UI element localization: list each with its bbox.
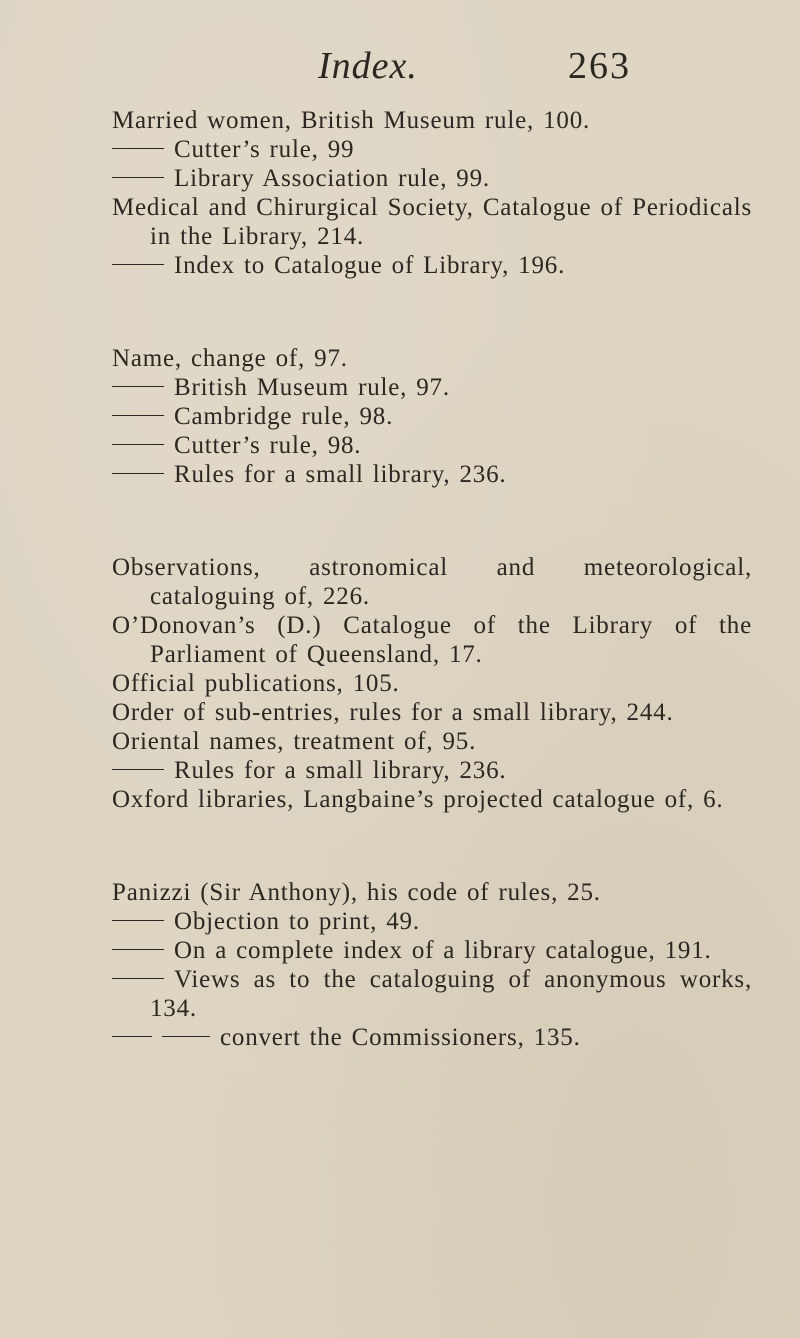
ditto-dash: [112, 264, 164, 265]
index-entry-text: Name, change of, 97.: [112, 345, 348, 372]
index-entry: [112, 431, 752, 460]
index-entry: [112, 460, 752, 489]
index-entry: [112, 402, 752, 431]
ditto-dash: [112, 177, 164, 178]
index-entry-text: convert the Commissioners, 135.: [220, 1024, 581, 1051]
index-entry: [112, 756, 752, 785]
index-letter-block: [112, 344, 752, 489]
index-entry: [112, 907, 752, 936]
index-entry: [112, 1023, 752, 1052]
index-entry-text: Medical and Chirurgical Society, Catalogue of Periodicals in the Library, 214.: [112, 194, 752, 250]
index-entry: [112, 936, 752, 965]
index-entry: [112, 727, 752, 756]
index-entry-text: British Museum rule, 97.: [174, 374, 450, 401]
index-entry-text: On a complete index of a library catalogue, 191.: [174, 937, 712, 964]
ditto-dash: [112, 444, 164, 445]
index-entry: [112, 106, 752, 135]
index-entry: [112, 164, 752, 193]
running-head: [0, 44, 800, 94]
index-entry-text: Views as to the cataloguing of anonymous works, 134.: [150, 966, 752, 1022]
index-entry-text: Observations, astronomical and meteorological, cataloguing of, 226.: [112, 554, 752, 610]
index-entries: [112, 106, 752, 1052]
index-entry: [112, 878, 752, 907]
index-entry: [112, 344, 752, 373]
index-entry: [112, 251, 752, 280]
ditto-dash: [162, 1036, 210, 1037]
index-entry-text: Rules for a small library, 236.: [174, 461, 507, 488]
index-entry-text: Panizzi (Sir Anthony), his code of rules, 25.: [112, 879, 601, 906]
page-number: 263: [568, 45, 631, 87]
index-entry: [112, 611, 752, 669]
ditto-dash: [112, 949, 164, 950]
index-entry-text: Index to Catalogue of Library, 196.: [174, 252, 566, 279]
index-entry-text: Cutter’s rule, 99: [174, 136, 355, 163]
index-letter-block: [112, 106, 752, 280]
index-entry-text: Married women, British Museum rule, 100.: [112, 107, 591, 134]
ditto-dash: [112, 920, 164, 921]
index-entry: [112, 553, 752, 611]
index-entry-text: O’Donovan’s (D.) Catalogue of the Library of the Parliament of Queensland, 17.: [112, 612, 752, 668]
running-head-title: Index.: [318, 45, 418, 87]
index-entry-text: Order of sub-entries, rules for a small library, 244.: [112, 699, 674, 726]
index-entry: [112, 669, 752, 698]
index-entry-text: Cambridge rule, 98.: [174, 403, 394, 430]
index-entry-text: Official publications, 105.: [112, 670, 400, 697]
ditto-dash: [112, 1036, 152, 1037]
index-entry: [112, 965, 752, 1023]
index-entry: [112, 785, 752, 814]
ditto-dash: [112, 978, 164, 979]
index-entry: [112, 698, 752, 727]
index-entry-text: Cutter’s rule, 98.: [174, 432, 362, 459]
index-entry-text: Oxford libraries, Langbaine’s projected catalogue of, 6.: [112, 786, 724, 813]
index-entry-text: Objection to print, 49.: [174, 908, 420, 935]
index-entry: [112, 373, 752, 402]
index-entry: [112, 135, 752, 164]
index-letter-block: [112, 553, 752, 814]
ditto-dash: [112, 473, 164, 474]
index-letter-block: [112, 878, 752, 1052]
ditto-dash: [112, 415, 164, 416]
index-entry-text: Rules for a small library, 236.: [174, 757, 507, 784]
ditto-dash: [112, 386, 164, 387]
ditto-dash: [112, 769, 164, 770]
index-entry-text: Library Association rule, 99.: [174, 165, 490, 192]
index-entry: [112, 193, 752, 251]
index-entry-text: Oriental names, treatment of, 95.: [112, 728, 477, 755]
ditto-dash: [112, 148, 164, 149]
